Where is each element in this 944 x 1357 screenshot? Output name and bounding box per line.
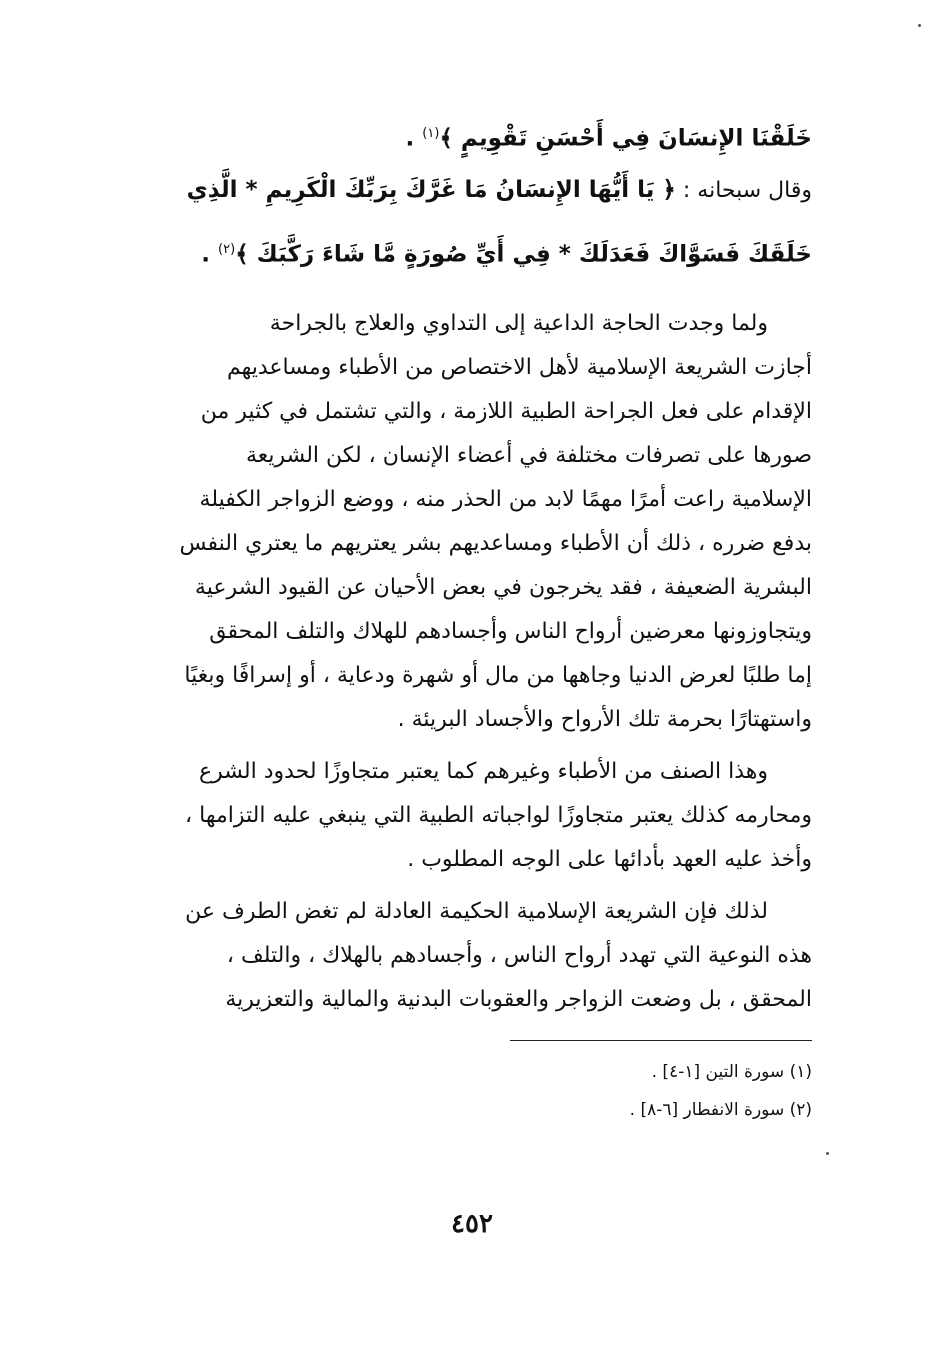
paragraph-line: البشرية الضعيفة ، فقد يخرجون في بعض الأحيان عن القيود الشرعية: [194, 575, 812, 600]
paragraph-line: واستهتارًا بحرمة تلك الأرواح والأجساد البريئة .: [397, 707, 812, 732]
paragraph-line: المحقق ، بل وضعت الزواجر والعقوبات البدنية والمالية والتعزيرية: [225, 987, 812, 1012]
paragraph-line: الإسلامية راعت أمرًا مهمًا لابد من الحذر منه ، ووضع الزواجر الكفيلة: [199, 487, 812, 512]
verse-text: ﴿ يَا أَيُّهَا الإِنسَانُ مَا غَرَّكَ بِرَبِّكَ الْكَرِيمِ * الَّذِي: [186, 177, 676, 203]
paragraph-line: صورها على تصرفات مختلفة في أعضاء الإنسان ، لكن الشريعة: [245, 443, 812, 468]
paragraph-line: ولما وجدت الحاجة الداعية إلى التداوي والعلاج بالجراحة: [269, 311, 768, 336]
paragraph-line: إما طلبًا لعرض الدنيا وجاهها من مال أو شهرة ودعاية ، أو إسرافًا وبغيًا: [184, 663, 812, 688]
paragraph-line: أجازت الشريعة الإسلامية لأهل الاختصاص من الأطباء ومساعديهم: [226, 355, 812, 380]
paragraph-line: هذه النوعية التي تهدد أرواح الناس ، وأجسادهم بالهلاك ، والتلف ،: [226, 943, 812, 968]
verse-intro: وقال سبحانه :: [675, 178, 812, 203]
paragraph-line: بدفع ضرره ، ذلك أن الأطباء ومساعديهم بشر يعتريهم ما يعتري النفس: [179, 531, 812, 556]
verse-text: خَلَقْنَا الإِنسَانَ فِي أَحْسَنِ تَقْوِيمٍ ﴾: [439, 125, 812, 152]
verse-text: خَلَقَكَ فَسَوَّاكَ فَعَدَلَكَ * فِي أَيِّ صُورَةٍ مَّا شَاءَ رَكَّبَكَ ﴾: [235, 241, 812, 268]
paragraph-2: [100, 748, 812, 888]
scan-speck: [918, 24, 921, 27]
paragraph-line: ويتجاوزونها معرضين أرواح الناس وأجسادهم للهلاك والتلف المحقق: [209, 619, 812, 644]
verse-line-3: [100, 226, 812, 274]
page-number: ٤٥٢: [451, 1209, 493, 1239]
verse-end: .: [201, 241, 219, 268]
paragraph-3: [100, 888, 812, 1028]
footnote-marker-2: (٢): [218, 242, 236, 257]
paragraph-line: وهذا الصنف من الأطباء وغيرهم كما يعتبر متجاوزًا لحدود الشرع: [199, 759, 768, 784]
paragraph-line: ومحارمه كذلك يعتبر متجاوزًا لواجباته الطبية التي ينبغي عليه التزامها ،: [185, 803, 812, 828]
verse-line-2: [100, 166, 812, 214]
footnote-2: (٢) سورة الانفطار [٦-٨] .: [629, 1100, 812, 1120]
footnote-1: (١) سورة التين [١-٤] .: [651, 1062, 812, 1082]
verse-line-1: [100, 110, 812, 158]
paragraph-line: الإقدام على فعل الجراحة الطبية اللازمة ، والتي تشتمل في كثير من: [200, 399, 812, 424]
scan-speck: [826, 1152, 829, 1155]
verse-end: .: [405, 125, 423, 152]
footnote-divider: [510, 1040, 812, 1041]
verses-block: [100, 110, 812, 278]
footnote-marker-1: (١): [422, 126, 440, 141]
paragraph-line: لذلك فإن الشريعة الإسلامية الحكيمة العادلة لم تغض الطرف عن: [185, 899, 768, 924]
paragraph-1: [100, 300, 812, 740]
paragraph-line: وأخذ عليه العهد بأدائها على الوجه المطلوب .: [407, 847, 812, 872]
